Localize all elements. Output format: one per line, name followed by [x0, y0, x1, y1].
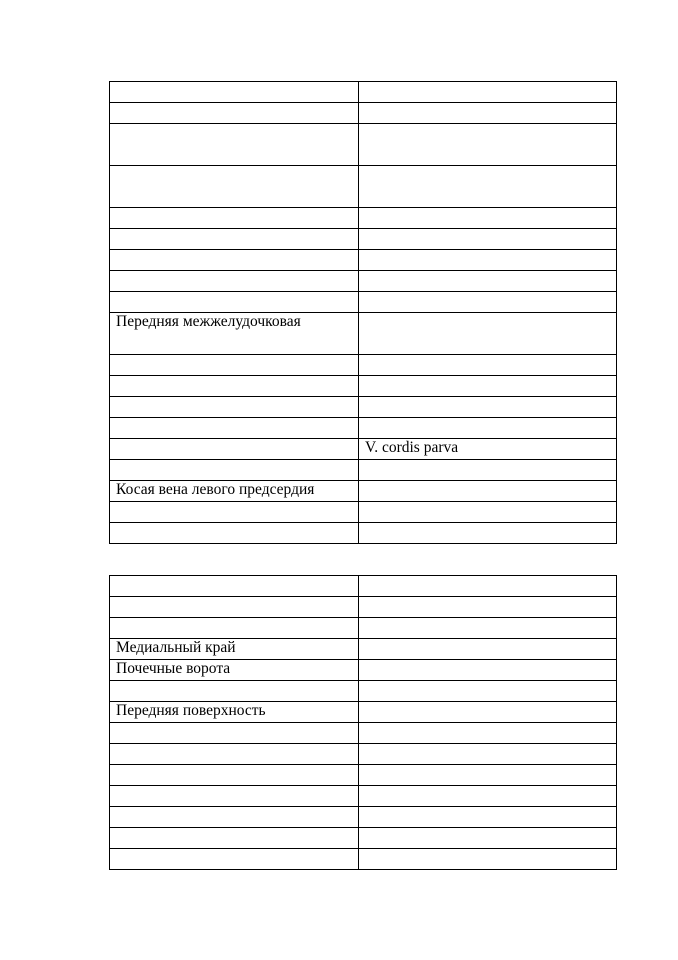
table-row — [110, 786, 617, 807]
table-cell-term — [110, 807, 359, 828]
table-cell-term: Передняя поверхность — [110, 702, 359, 723]
table-cell-answer — [359, 124, 617, 166]
table-cell-answer — [359, 229, 617, 250]
table-cell-term — [110, 765, 359, 786]
table-cell-answer — [359, 271, 617, 292]
table-cell-answer — [359, 166, 617, 208]
table-row — [110, 397, 617, 418]
table-cell-term — [110, 229, 359, 250]
table-heart-veins — [109, 81, 617, 544]
table-cell-answer — [359, 723, 617, 744]
table-cell-term — [110, 82, 359, 103]
table-cell-term — [110, 124, 359, 166]
table-cell-answer — [359, 786, 617, 807]
table-2-body — [110, 576, 617, 870]
table-row — [110, 418, 617, 439]
table-cell-answer — [359, 744, 617, 765]
table-row — [110, 481, 617, 502]
table-cell-term — [110, 103, 359, 124]
table-cell-answer — [359, 481, 617, 502]
table-cell-answer — [359, 418, 617, 439]
table-cell-answer — [359, 502, 617, 523]
table-cell-answer — [359, 355, 617, 376]
table-cell-term — [110, 828, 359, 849]
table-cell-answer — [359, 376, 617, 397]
table-row — [110, 639, 617, 660]
table-cell-term — [110, 439, 359, 460]
table-row — [110, 702, 617, 723]
table-cell-answer: V. cordis parva — [359, 439, 617, 460]
table-cell-term — [110, 723, 359, 744]
table-cell-answer — [359, 576, 617, 597]
table-cell-term — [110, 744, 359, 765]
table-row — [110, 807, 617, 828]
table-row — [110, 460, 617, 481]
table-cell-answer — [359, 460, 617, 481]
table-row — [110, 208, 617, 229]
table-cell-answer — [359, 103, 617, 124]
table-row — [110, 376, 617, 397]
table-cell-answer — [359, 597, 617, 618]
table-cell-answer — [359, 660, 617, 681]
table-cell-answer — [359, 208, 617, 229]
table-row — [110, 355, 617, 376]
table-cell-answer — [359, 639, 617, 660]
table-cell-answer — [359, 292, 617, 313]
table-cell-term — [110, 355, 359, 376]
table-row — [110, 597, 617, 618]
table-1-body — [110, 82, 617, 544]
table-cell-term — [110, 597, 359, 618]
table-cell-term — [110, 681, 359, 702]
table-cell-term — [110, 250, 359, 271]
table-cell-term — [110, 502, 359, 523]
table-cell-term — [110, 523, 359, 544]
table-row — [110, 103, 617, 124]
table-row — [110, 292, 617, 313]
table-cell-term — [110, 397, 359, 418]
table-cell-term: Передняя межжелудочковая — [110, 313, 359, 355]
table-cell-answer — [359, 313, 617, 355]
table-cell-answer — [359, 250, 617, 271]
table-cell-term — [110, 849, 359, 870]
table-cell-term: Медиальный край — [110, 639, 359, 660]
table-cell-term — [110, 460, 359, 481]
table-row — [110, 849, 617, 870]
table-cell-answer — [359, 618, 617, 639]
table-cell-term — [110, 786, 359, 807]
table-cell-term — [110, 271, 359, 292]
table-row — [110, 82, 617, 103]
table-cell-term — [110, 576, 359, 597]
table-kidney — [109, 575, 617, 870]
table-cell-term: Косая вена левого предсердия — [110, 481, 359, 502]
table-cell-term — [110, 208, 359, 229]
table-row — [110, 439, 617, 460]
table-cell-answer — [359, 82, 617, 103]
table-cell-term: Почечные ворота — [110, 660, 359, 681]
table-row — [110, 313, 617, 355]
table-cell-term — [110, 618, 359, 639]
table-row — [110, 828, 617, 849]
table-row — [110, 723, 617, 744]
table-row — [110, 166, 617, 208]
table-cell-answer — [359, 397, 617, 418]
table-cell-answer — [359, 702, 617, 723]
table-cell-term — [110, 166, 359, 208]
table-cell-answer — [359, 849, 617, 870]
table-cell-term — [110, 418, 359, 439]
table-row — [110, 229, 617, 250]
table-row — [110, 681, 617, 702]
table-cell-answer — [359, 828, 617, 849]
table-row — [110, 744, 617, 765]
table-row — [110, 765, 617, 786]
table-cell-answer — [359, 765, 617, 786]
table-row — [110, 271, 617, 292]
table-cell-term — [110, 376, 359, 397]
table-cell-answer — [359, 681, 617, 702]
table-row — [110, 618, 617, 639]
table-row — [110, 502, 617, 523]
table-row — [110, 250, 617, 271]
table-cell-answer — [359, 807, 617, 828]
table-row — [110, 576, 617, 597]
table-cell-answer — [359, 523, 617, 544]
table-cell-term — [110, 292, 359, 313]
table-row — [110, 523, 617, 544]
table-row — [110, 124, 617, 166]
table-row — [110, 660, 617, 681]
